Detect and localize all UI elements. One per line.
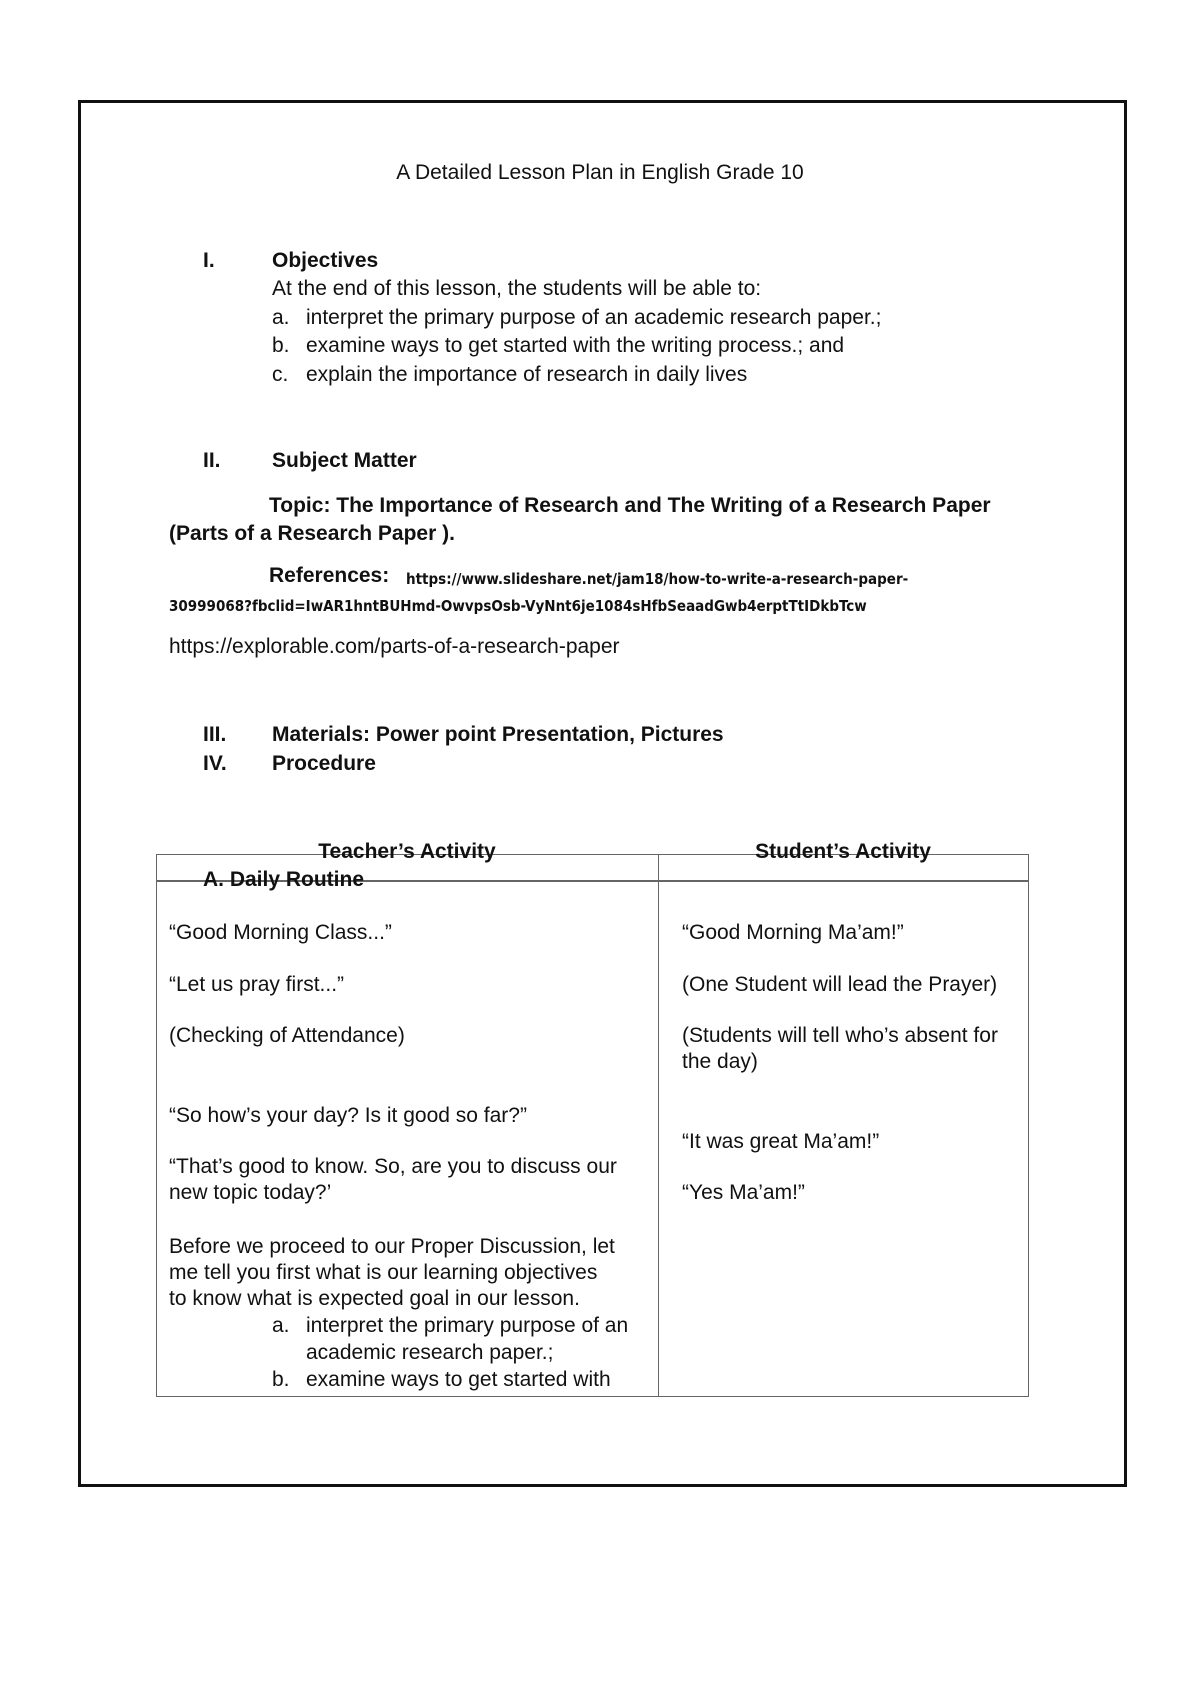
teacher-day-question: “So how’s your day? Is it good so far?”: [169, 1104, 527, 1127]
student-absent-line-2: the day): [682, 1050, 758, 1073]
daily-routine-heading: A. Daily Routine: [203, 868, 365, 891]
teacher-item-a-line-2: academic research paper.;: [306, 1341, 554, 1364]
reference-link-2[interactable]: https://explorable.com/parts-of-a-research-paper: [169, 635, 620, 658]
subject-matter-number: II.: [203, 449, 221, 472]
objective-a-letter: a.: [272, 306, 290, 329]
student-prayer: (One Student will lead the Prayer): [682, 973, 998, 996]
teacher-activity-header: Teacher’s Activity: [318, 840, 496, 863]
objective-c-letter: c.: [272, 363, 289, 386]
materials-text: Materials: Power point Presentation, Pictures: [272, 723, 724, 746]
student-greeting: “Good Morning Ma’am!”: [682, 921, 904, 944]
page-title: A Detailed Lesson Plan in English Grade 10: [396, 161, 804, 184]
procedure-number: IV.: [203, 752, 227, 775]
objectives-heading: Objectives: [272, 249, 379, 272]
teacher-greeting: “Good Morning Class...”: [169, 921, 392, 944]
teacher-before-line-3: to know what is expected goal in our lesson.: [169, 1287, 580, 1310]
reference-link-1-line-2[interactable]: 30999068?fbclid=IwAR1hntBUHmd-OwvpsOsb-VyNnt6je1084sHfbSeaadGwb4erptTtIDkbTcw: [169, 597, 867, 615]
objective-b-letter: b.: [272, 334, 290, 357]
objective-c-text: explain the importance of research in daily lives: [306, 363, 748, 386]
teacher-before-line-1: Before we proceed to our Proper Discussion, let: [169, 1235, 615, 1258]
references-label: References:: [269, 564, 390, 587]
objective-a-text: interpret the primary purpose of an academic research paper.;: [306, 306, 882, 329]
teacher-item-b-letter: b.: [272, 1368, 290, 1391]
objective-b-text: examine ways to get started with the writing process.; and: [306, 334, 845, 357]
subject-matter-heading: Subject Matter: [272, 449, 417, 472]
table-right-border: [1028, 854, 1029, 1397]
teacher-before-line-2: me tell you first what is our learning objectives: [169, 1261, 598, 1284]
objectives-number: I.: [203, 249, 215, 272]
objectives-intro: At the end of this lesson, the students will be able to:: [272, 277, 762, 300]
topic-line-1: Topic: The Importance of Research and The Writing of a Research Paper: [269, 494, 991, 517]
student-yes: “Yes Ma’am!”: [682, 1181, 805, 1204]
table-left-border: [156, 854, 157, 1397]
topic-line-2: (Parts of a Research Paper ).: [169, 522, 455, 545]
reference-link-1-line-1[interactable]: https://www.slideshare.net/jam18/how-to-write-a-research-paper-: [406, 570, 909, 588]
student-absent-line-1: (Students will tell who’s absent for: [682, 1024, 998, 1047]
student-activity-header: Student’s Activity: [755, 840, 931, 863]
teacher-attendance: (Checking of Attendance): [169, 1024, 405, 1047]
teacher-item-a-letter: a.: [272, 1314, 290, 1337]
materials-number: III.: [203, 723, 227, 746]
teacher-item-a-line-1: interpret the primary purpose of an: [306, 1314, 629, 1337]
table-bottom-border: [156, 1396, 1029, 1397]
table-column-divider: [658, 854, 659, 1397]
teacher-item-b-line-1: examine ways to get started with: [306, 1368, 611, 1391]
procedure-heading: Procedure: [272, 752, 376, 775]
teacher-prayer: “Let us pray first...”: [169, 973, 345, 996]
teacher-good-line-1: “That’s good to know. So, are you to discuss our: [169, 1155, 617, 1178]
student-great: “It was great Ma’am!”: [682, 1130, 880, 1153]
teacher-good-line-2: new topic today?’: [169, 1181, 332, 1204]
